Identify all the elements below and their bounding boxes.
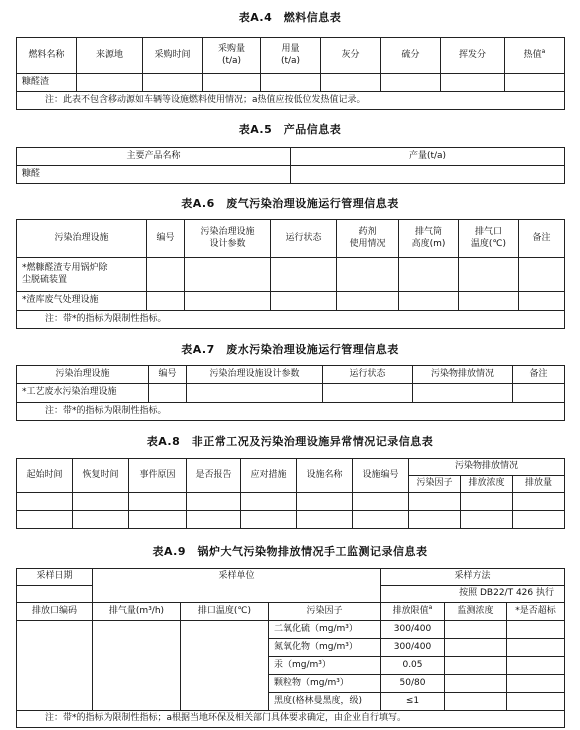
- table-a9-caption: 表A.9 锅炉大气污染物排放情况手工监测记录信息表: [152, 545, 428, 558]
- header-text: 污染治理设施: [200, 227, 255, 238]
- exhaust-facility-table: [16, 219, 565, 329]
- header-sulfur: 硫分: [381, 38, 441, 74]
- header-text: 使用情况: [349, 238, 386, 249]
- header-amount: 排放量: [513, 476, 565, 493]
- fuel-info-table: [16, 37, 565, 110]
- header-volatile: 挥发分: [441, 38, 505, 74]
- header-outlet-temp: 排口温度(℃): [181, 603, 269, 621]
- cell-limit: 0.05: [381, 657, 445, 675]
- header-origin: 来源地: [77, 38, 143, 74]
- cell-pollutant: 颗粒物（mg/m³）: [269, 675, 381, 693]
- header-output: 产量(t/a): [291, 148, 565, 166]
- cell-facility: *工艺废水污染治理设施: [17, 384, 149, 403]
- table-row: [17, 74, 565, 92]
- header-unit: (t/a): [221, 55, 242, 66]
- table-a8-caption: 表A.8 非正常工况及污染治理设施异常情况记录信息表: [146, 435, 434, 448]
- label-sample-date: 采样日期: [17, 569, 93, 586]
- header-concentration: 排放浓度: [461, 476, 513, 493]
- header-gas-volume: 排气量(m³/h): [93, 603, 181, 621]
- header-calorific: [505, 38, 565, 74]
- header-outlet-temp: [459, 220, 519, 258]
- table-a5-caption: 表A.5 产品信息表: [238, 123, 342, 136]
- header-text: 排气口: [474, 227, 502, 238]
- facility-text: *燃糠醛渣专用锅炉除: [22, 263, 108, 274]
- header-text: 药剂: [358, 227, 377, 238]
- header-recovery-time: 恢复时间: [73, 459, 129, 493]
- header-fuel-name: 燃料名称: [17, 38, 77, 74]
- header-outlet-code: 排放口编码: [17, 603, 93, 621]
- header-number: 编号: [147, 220, 185, 258]
- header-discharge-group: 污染物排放情况: [409, 459, 565, 476]
- header-product-name: 主要产品名称: [17, 148, 291, 166]
- cell-pollutant: 氮氧化物（mg/m³）: [269, 639, 381, 657]
- cell-limit: 50/80: [381, 675, 445, 693]
- cell-pollutant: 汞（mg/m³）: [269, 657, 381, 675]
- header-discharge: 污染物排放情况: [413, 366, 513, 384]
- cell-facility: *渣库废气处理设施: [17, 292, 147, 311]
- table-a6-caption: 表A.6 废气污染治理设施运行管理信息表: [181, 197, 399, 210]
- header-facility-name: 设施名称: [297, 459, 353, 493]
- header-unit: (t/a): [280, 55, 301, 66]
- cell-limit: 300/400: [381, 639, 445, 657]
- header-facility: 污染治理设施: [17, 220, 147, 258]
- header-text: 排放限值: [392, 605, 429, 616]
- header-reagent: [337, 220, 399, 258]
- table-row: [17, 493, 565, 511]
- wastewater-facility-table: [16, 365, 565, 421]
- abnormal-record-table: [16, 458, 565, 529]
- table-row: [17, 166, 565, 184]
- header-facility: 污染治理设施: [17, 366, 149, 384]
- table-note: 注：此表不包含移动源如车辆等设施燃料使用情况；a热值应按低位发热值记录。: [17, 92, 565, 110]
- table-note-row: [17, 92, 565, 110]
- header-status: 运行状态: [271, 220, 337, 258]
- cell-facility: [17, 258, 147, 292]
- header-exceeded: *是否超标: [507, 603, 565, 621]
- header-facility-number: 设施编号: [353, 459, 409, 493]
- table-header-row: [17, 459, 565, 476]
- table-header-row: [17, 603, 565, 621]
- header-text: 设计参数: [209, 238, 246, 249]
- header-pollutant: 污染因子: [409, 476, 461, 493]
- header-status: 运行状态: [323, 366, 413, 384]
- product-info-table: [16, 147, 565, 184]
- table-row: [17, 384, 565, 403]
- label-sample-method: 采样方法: [381, 569, 565, 586]
- table-note: 注：带*的指标为限制性指标；a根据当地环保及相关部门具体要求确定，由企业自行填写。: [17, 711, 565, 728]
- label-sample-unit: 采样单位: [93, 569, 381, 603]
- header-design-params: 污染治理设施设计参数: [187, 366, 323, 384]
- header-response: 应对措施: [241, 459, 297, 493]
- header-text: 高度(m): [411, 238, 446, 249]
- header-text: 温度(℃): [470, 238, 507, 249]
- table-row: [17, 292, 565, 311]
- header-limit: [381, 603, 445, 621]
- sample-method-value: 按照 DB22/T 426 执行: [381, 586, 565, 603]
- table-note: 注：带*的指标为限制性指标。: [17, 311, 565, 329]
- cell-fuel: 糠醛渣: [17, 74, 77, 92]
- header-cause: 事件原因: [129, 459, 187, 493]
- cell-limit: ≤1: [381, 693, 445, 711]
- footnote-marker: a: [428, 603, 433, 611]
- table-note-row: [17, 403, 565, 421]
- cell-product: 糠醛: [17, 166, 291, 184]
- table-note: 注：带*的指标为限制性指标。: [17, 403, 565, 421]
- header-ash: 灰分: [321, 38, 381, 74]
- table-note-row: [17, 311, 565, 329]
- header-reported: 是否报告: [187, 459, 241, 493]
- cell-pollutant: 二氧化硫（mg/m³）: [269, 621, 381, 639]
- header-remarks: 备注: [519, 220, 565, 258]
- header-pollutant: 污染因子: [269, 603, 381, 621]
- table-a4-caption: 表A.4 燃料信息表: [238, 11, 342, 24]
- table-row: [17, 569, 565, 586]
- header-usage: [261, 38, 321, 74]
- table-row: [17, 258, 565, 292]
- header-start-time: 起始时间: [17, 459, 73, 493]
- header-number: 编号: [149, 366, 187, 384]
- header-text: 热值: [523, 49, 542, 60]
- header-remarks: 备注: [513, 366, 565, 384]
- header-purchase-time: 采购时间: [143, 38, 203, 74]
- header-design-params: [185, 220, 271, 258]
- table-a7-caption: 表A.7 废水污染治理设施运行管理信息表: [181, 343, 399, 356]
- facility-text: 尘脱硫装置: [22, 274, 68, 285]
- cell-pollutant: 黑度(格林曼黑度，级): [269, 693, 381, 711]
- footnote-marker: a: [541, 47, 546, 55]
- cell-limit: 300/400: [381, 621, 445, 639]
- table-header-row: [17, 220, 565, 258]
- header-purchase-amount: [203, 38, 261, 74]
- header-measured: 监测浓度: [445, 603, 507, 621]
- boiler-monitoring-table: [16, 568, 565, 728]
- table-row: [17, 621, 565, 639]
- header-stack-height: [399, 220, 459, 258]
- table-header-row: [17, 38, 565, 74]
- header-text: 排气筒: [414, 227, 442, 238]
- header-text: 用量: [281, 44, 300, 55]
- table-header-row: [17, 148, 565, 166]
- table-note-row: [17, 711, 565, 728]
- table-row: [17, 511, 565, 529]
- table-header-row: [17, 366, 565, 384]
- header-text: 采购量: [217, 44, 245, 55]
